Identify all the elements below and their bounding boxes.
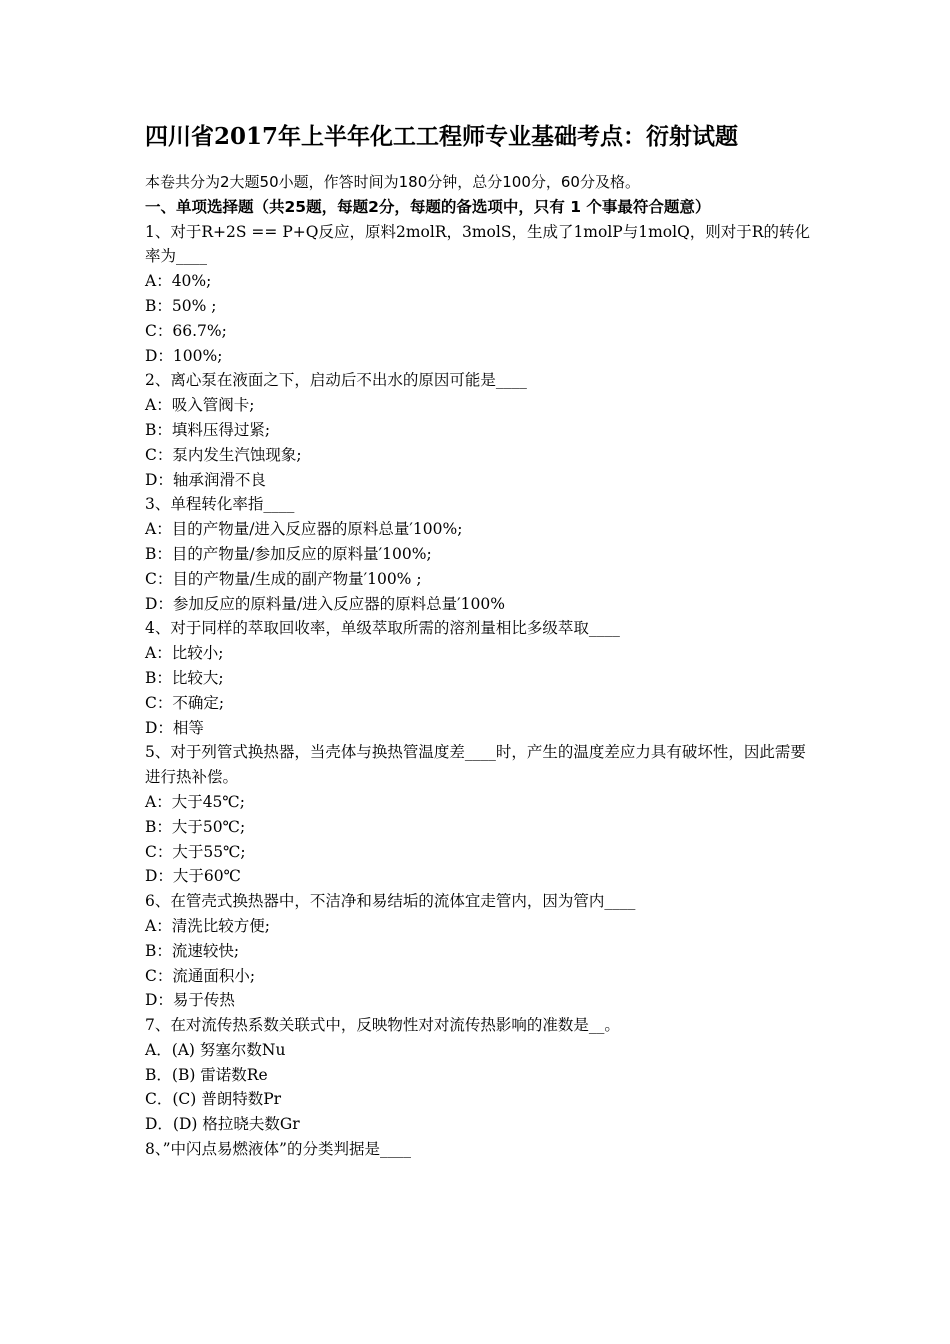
option-b: B：流速较快; — [145, 941, 240, 960]
option-a: A．(A) 努塞尔数Nu — [145, 1040, 286, 1059]
question-text: 2、离心泵在液面之下，启动后不出水的原因可能是____ — [145, 371, 527, 390]
option-a: A：目的产物量/进入反应器的原料总量′100%; — [145, 520, 463, 539]
option-d: D．(D) 格拉晓夫数Gr — [145, 1115, 300, 1134]
option-c: C．(C) 普朗特数Pr — [145, 1090, 282, 1109]
section-heading: 一、单项选择题（共25题，每题2分，每题的备选项中，只有 1 个事最符合题意） — [145, 197, 711, 216]
option-c: C：大于55℃; — [145, 842, 246, 861]
option-d: D：100%; — [145, 346, 223, 365]
option-a: A：吸入管阀卡; — [145, 396, 255, 415]
document-page — [145, 118, 810, 1162]
question-6 — [145, 889, 810, 1013]
option-a: A：清洗比较方便; — [145, 916, 270, 935]
option-a: A：40%; — [145, 272, 212, 291]
option-a: A：比较小; — [145, 644, 224, 663]
option-c: C：不确定; — [145, 693, 225, 712]
option-d: D：轴承润滑不良 — [145, 470, 266, 489]
option-c: C：目的产物量/生成的副产物量′100% ; — [145, 569, 422, 588]
option-b: B：目的产物量/参加反应的原料量′100%; — [145, 544, 432, 563]
option-d: D：相等 — [145, 718, 204, 737]
question-text: 7、在对流传热系数关联式中，反映物性对对流传热影响的准数是__。 — [145, 1016, 620, 1035]
question-8 — [145, 1137, 810, 1162]
question-1 — [145, 220, 810, 369]
option-b: B．(B) 雷诺数Re — [145, 1065, 268, 1084]
question-5 — [145, 740, 810, 889]
option-c: C：流通面积小; — [145, 966, 256, 985]
question-2 — [145, 368, 810, 492]
option-b: B：比较大; — [145, 668, 224, 687]
question-text: 6、在管壳式换热器中，不洁净和易结垢的流体宜走管内，因为管内____ — [145, 892, 636, 911]
option-b: B：填料压得过紧; — [145, 420, 271, 439]
option-d: D：大于60℃ — [145, 867, 241, 886]
question-text: 1、对于R+2S == P+Q反应，原料2molR，3molS，生成了1molP与1molQ，则对于R的转化率为____ — [145, 222, 810, 266]
question-text: 8、”中闪点易燃液体”的分类判据是____ — [145, 1140, 411, 1159]
question-4 — [145, 616, 810, 740]
option-c: C：66.7%; — [145, 321, 227, 340]
option-c: C：泵内发生汽蚀现象; — [145, 445, 302, 464]
option-b: B：大于50℃; — [145, 817, 246, 836]
document-title: 四川省2017年上半年化工工程师专业基础考点：衍射试题 — [145, 123, 739, 150]
option-d: D：参加反应的原料量/进入反应器的原料总量′100% — [145, 594, 505, 613]
option-d: D：易于传热 — [145, 991, 235, 1010]
question-text: 5、对于列管式换热器，当壳体与换热管温度差____时，产生的温度差应力具有破坏性，因此需要进行热补偿。 — [145, 743, 806, 787]
exam-intro: 本卷共分为2大题50小题，作答时间为180分钟，总分100分，60分及格。 — [145, 173, 640, 191]
question-text: 3、单程转化率指____ — [145, 495, 295, 514]
question-3 — [145, 492, 810, 616]
question-text: 4、对于同样的萃取回收率，单级萃取所需的溶剂量相比多级萃取____ — [145, 619, 620, 638]
question-7 — [145, 1013, 810, 1137]
option-a: A：大于45℃; — [145, 792, 245, 811]
option-b: B：50% ; — [145, 296, 217, 315]
